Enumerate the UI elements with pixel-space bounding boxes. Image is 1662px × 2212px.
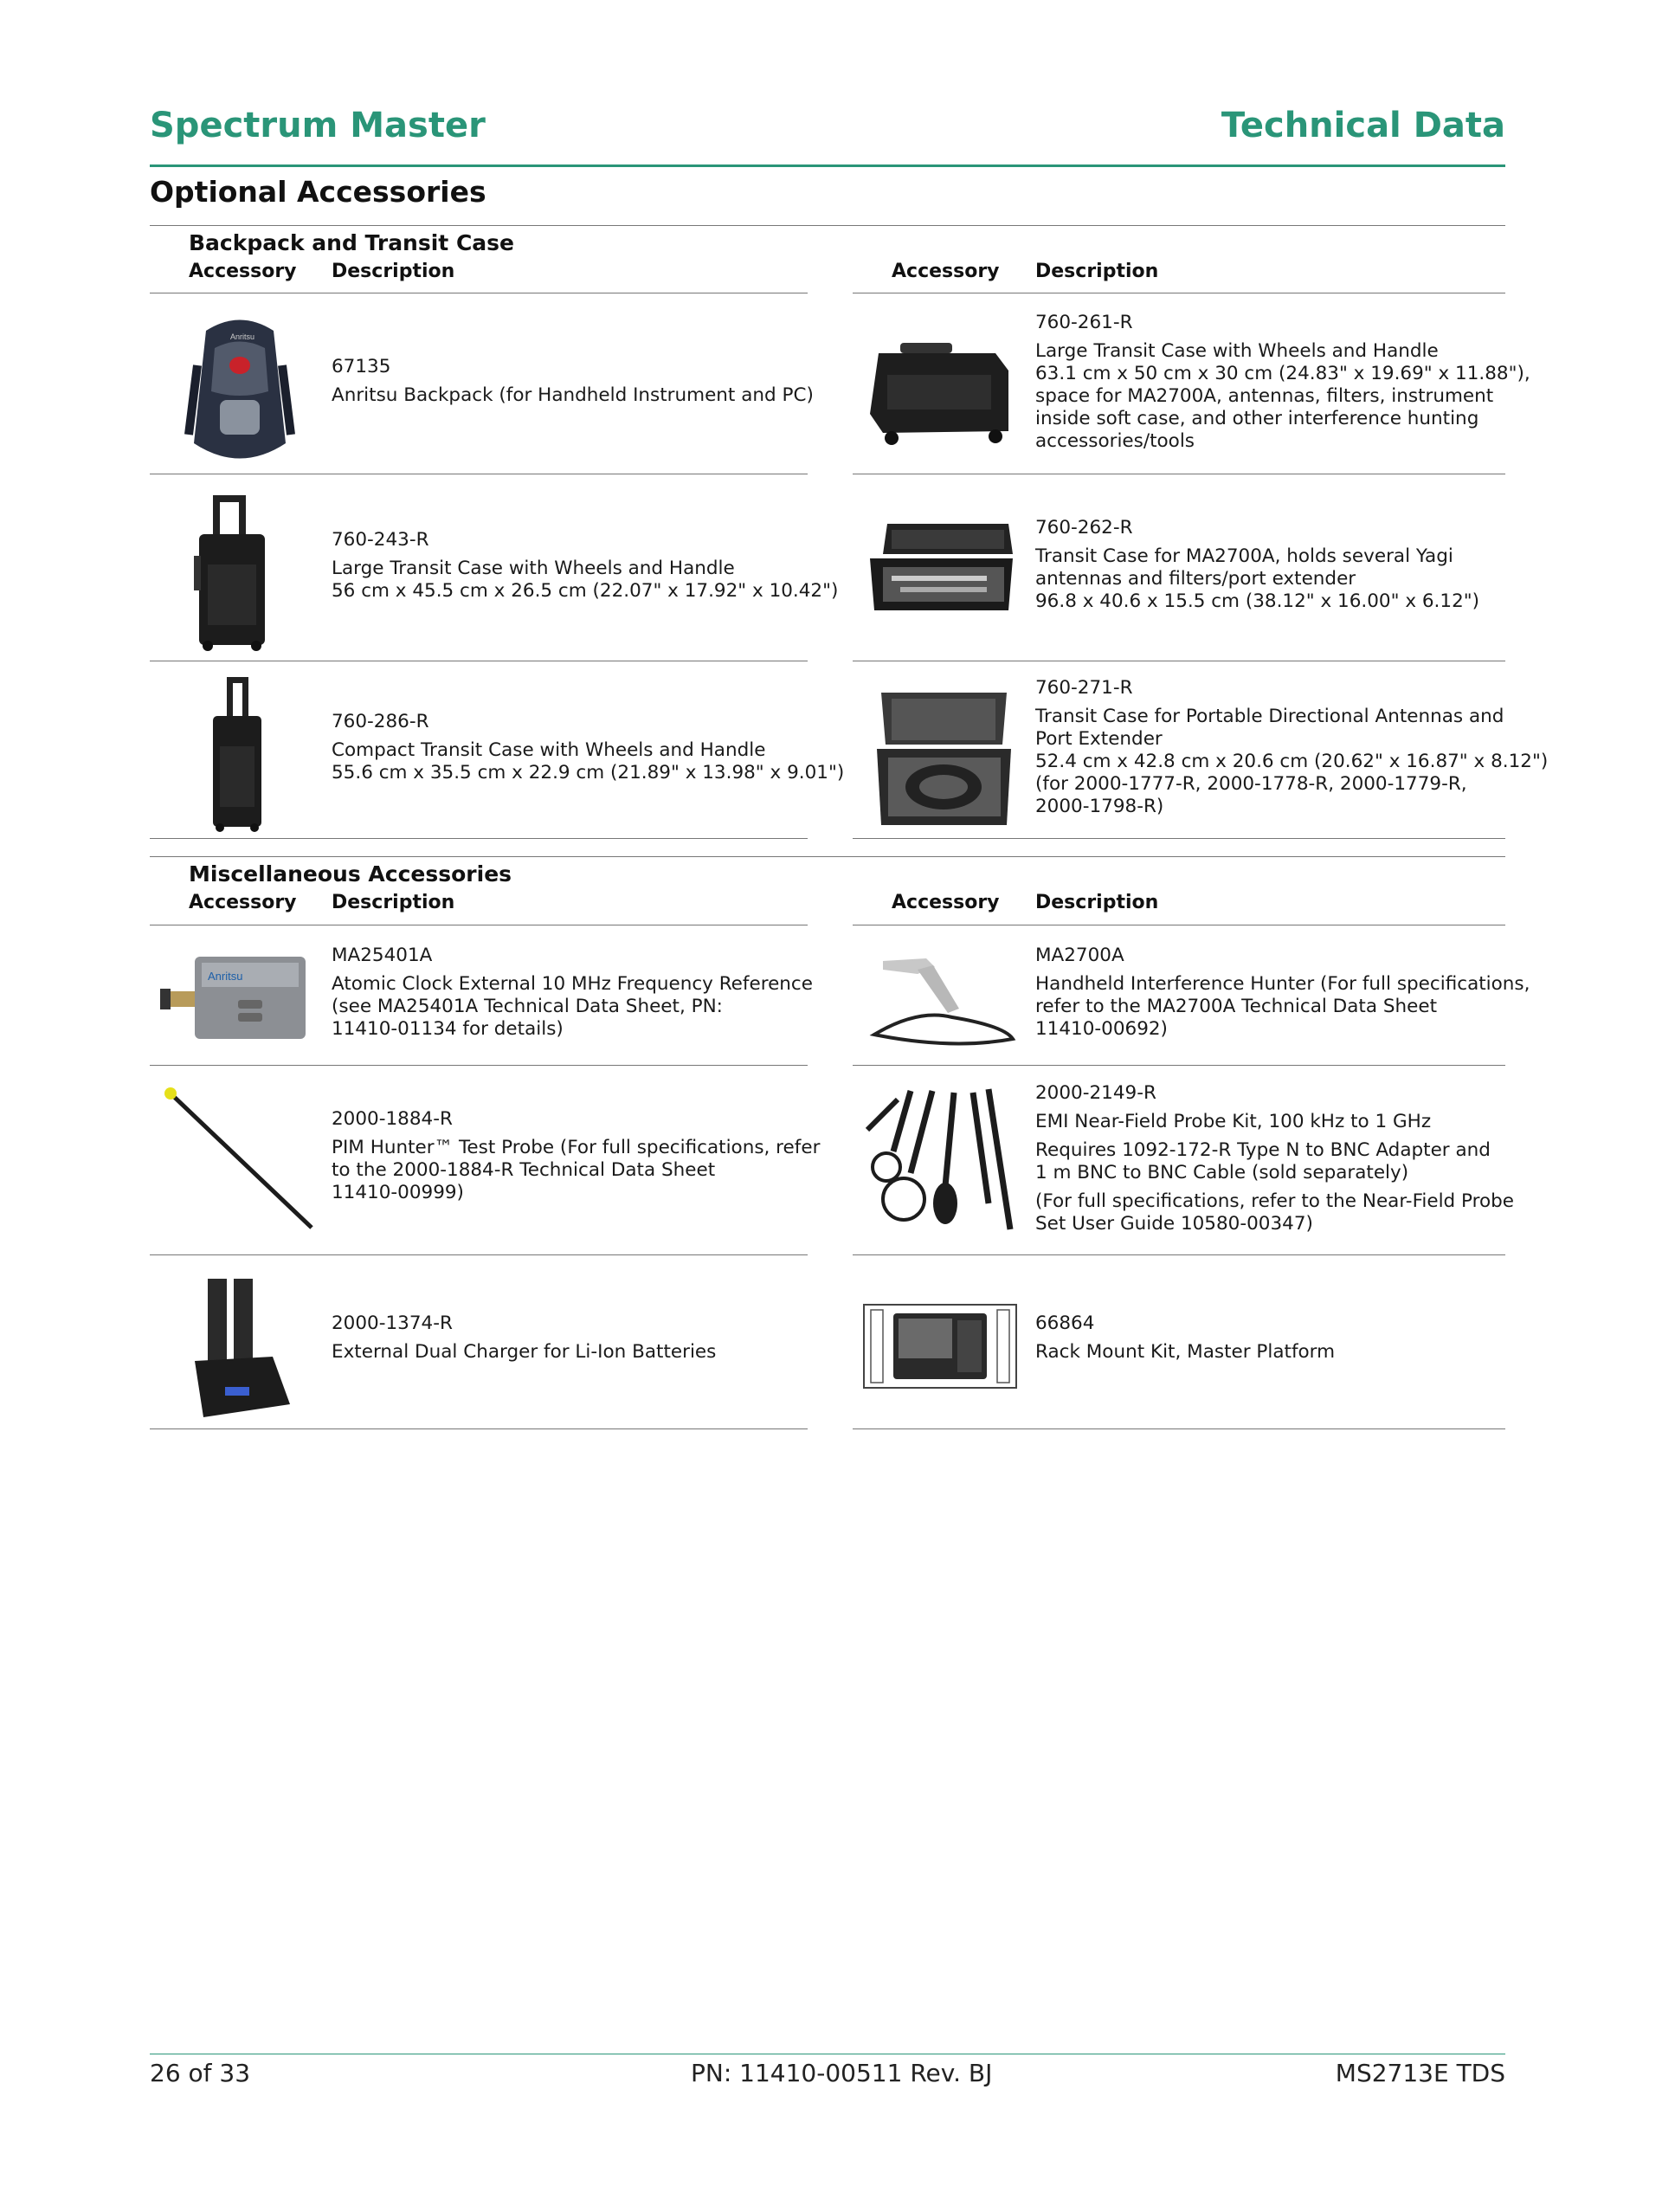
desc-line: (for 2000-1777-R, 2000-1778-R, 2000-1779-R, <box>1035 773 1467 795</box>
item-description: Anritsu Backpack (for Handheld Instrument and PC) <box>332 384 814 406</box>
desc-line: 96.8 x 40.6 x 15.5 cm (38.12" x 16.00" x 6.12") <box>1035 590 1480 612</box>
page-header <box>150 102 1505 167</box>
footer-page-number: 26 of 33 <box>150 2059 251 2087</box>
desc-line: 63.1 cm x 50 cm x 30 cm (24.83" x 19.69" x 11.88"), <box>1035 363 1530 384</box>
header-section: Technical Data <box>1221 106 1505 145</box>
row-rule <box>853 1254 1505 1255</box>
part-number: 2000-1884-R <box>332 1108 453 1130</box>
section-title: Backpack and Transit Case <box>189 230 515 255</box>
desc-line: Large Transit Case with Wheels and Handle <box>1035 340 1439 362</box>
item-760-286-r <box>332 711 844 784</box>
item-2000-1884-r <box>332 1108 820 1204</box>
desc-line: refer to the MA2700A Technical Data Sheet <box>1035 996 1438 1017</box>
desc-line: to the 2000-1884-R Technical Data Sheet <box>332 1159 716 1181</box>
row-rule <box>150 1065 808 1066</box>
col-accessory-right: Accessory <box>892 261 1000 282</box>
svg-text:Anritsu: Anritsu <box>230 332 255 341</box>
atomic-clock-image <box>160 952 312 1051</box>
case-760-271-image <box>873 688 1015 835</box>
desc-line: Large Transit Case with Wheels and Handle <box>332 558 735 579</box>
row-rule <box>853 838 1505 839</box>
svg-text:Anritsu: Anritsu <box>208 970 243 983</box>
case-760-286-image <box>209 677 265 836</box>
col-description-right: Description <box>1035 261 1159 282</box>
part-number: 66864 <box>1035 1312 1095 1334</box>
footer-part-number: PN: 11410-00511 Rev. BJ <box>691 2059 993 2087</box>
section-rule <box>150 856 1505 857</box>
row-rule <box>150 838 808 839</box>
desc-line: 56 cm x 45.5 cm x 26.5 cm (22.07" x 17.92" x 10.42") <box>332 580 839 602</box>
desc-line: Requires 1092-172-R Type N to BNC Adapter and <box>1035 1139 1491 1161</box>
rack-mount-kit-image <box>862 1303 1018 1393</box>
footer-doc-name: MS2713E TDS <box>1335 2059 1505 2087</box>
case-760-262-image <box>866 519 1017 618</box>
header-product: Spectrum Master <box>150 106 486 145</box>
desc-line: 1 m BNC to BNC Cable (sold separately) <box>1035 1162 1409 1183</box>
pim-probe-image <box>160 1085 316 1235</box>
desc-line: Transit Case for Portable Directional Antennas and <box>1035 706 1504 727</box>
col-description-left: Description <box>332 261 455 282</box>
desc-line: 11410-01134 for details) <box>332 1018 564 1040</box>
desc-line: PIM Hunter™ Test Probe (For full specifications, refer <box>332 1137 821 1158</box>
desc-line: Handheld Interference Hunter (For full specifications, <box>1035 973 1530 995</box>
row-rule <box>150 1254 808 1255</box>
item-2000-2149-r <box>1035 1082 1514 1235</box>
part-number: 2000-1374-R <box>332 1312 453 1334</box>
part-number: MA2700A <box>1035 945 1124 966</box>
emi-probe-kit-image <box>859 1082 1015 1241</box>
section-rule <box>150 225 1505 226</box>
desc-line: (For full specifications, refer to the Near-Field Probe <box>1035 1190 1515 1212</box>
desc-line: Port Extender <box>1035 728 1163 750</box>
desc-line: antennas and filters/port extender <box>1035 568 1356 590</box>
item-760-271-r <box>1035 677 1548 818</box>
item-760-262-r <box>1035 517 1479 613</box>
part-number: 760-262-R <box>1035 517 1133 538</box>
desc-line: 11410-00999) <box>332 1182 464 1203</box>
col-accessory-left: Accessory <box>189 892 297 913</box>
desc-line: Compact Transit Case with Wheels and Handle <box>332 739 766 761</box>
part-number: 2000-2149-R <box>1035 1082 1156 1104</box>
part-number: 760-243-R <box>332 529 429 551</box>
item-ma25401a <box>332 945 813 1041</box>
part-number: 67135 <box>332 356 391 377</box>
desc-line: 11410-00692) <box>1035 1018 1168 1040</box>
case-760-243-image <box>194 495 270 655</box>
part-number: 760-271-R <box>1035 677 1133 699</box>
backpack-image <box>180 313 300 471</box>
desc-line: inside soft case, and other interference hunting <box>1035 408 1479 429</box>
part-number: 760-286-R <box>332 711 429 732</box>
desc-line: Atomic Clock External 10 MHz Frequency Reference <box>332 973 813 995</box>
section-title: Miscellaneous Accessories <box>189 861 512 887</box>
large-transit-case-image <box>866 336 1013 452</box>
item-2000-1374-r <box>332 1312 716 1364</box>
desc-line: Rack Mount Kit, Master Platform <box>1035 1341 1336 1363</box>
item-67135 <box>332 356 814 407</box>
col-accessory-left: Accessory <box>189 261 297 282</box>
dual-charger-image <box>190 1274 294 1425</box>
item-ma2700a <box>1035 945 1530 1041</box>
interference-hunter-image <box>866 948 1021 1051</box>
page-title: Optional Accessories <box>150 175 486 209</box>
desc-line: 52.4 cm x 42.8 cm x 20.6 cm (20.62" x 16.87" x 8.12") <box>1035 751 1549 772</box>
item-66864 <box>1035 1312 1335 1364</box>
desc-line: space for MA2700A, antennas, filters, instrument <box>1035 385 1494 407</box>
col-description-right: Description <box>1035 892 1159 913</box>
desc-line: External Dual Charger for Li-Ion Batteries <box>332 1341 717 1363</box>
desc-line: Set User Guide 10580-00347) <box>1035 1213 1313 1235</box>
part-number: 760-261-R <box>1035 312 1133 333</box>
item-760-243-r <box>332 529 838 603</box>
desc-line: EMI Near-Field Probe Kit, 100 kHz to 1 GHz <box>1035 1111 1432 1132</box>
desc-line: 2000-1798-R) <box>1035 796 1164 817</box>
col-accessory-right: Accessory <box>892 892 1000 913</box>
part-number: MA25401A <box>332 945 433 966</box>
row-rule <box>150 1428 808 1429</box>
desc-line: Transit Case for MA2700A, holds several Yagi <box>1035 545 1453 567</box>
col-description-left: Description <box>332 892 455 913</box>
desc-line: accessories/tools <box>1035 430 1195 452</box>
desc-line: (see MA25401A Technical Data Sheet, PN: <box>332 996 723 1017</box>
desc-line: 55.6 cm x 35.5 cm x 22.9 cm (21.89" x 13.98" x 9.01") <box>332 762 845 784</box>
row-rule <box>853 1428 1505 1429</box>
row-rule <box>853 1065 1505 1066</box>
item-760-261-r <box>1035 312 1530 453</box>
